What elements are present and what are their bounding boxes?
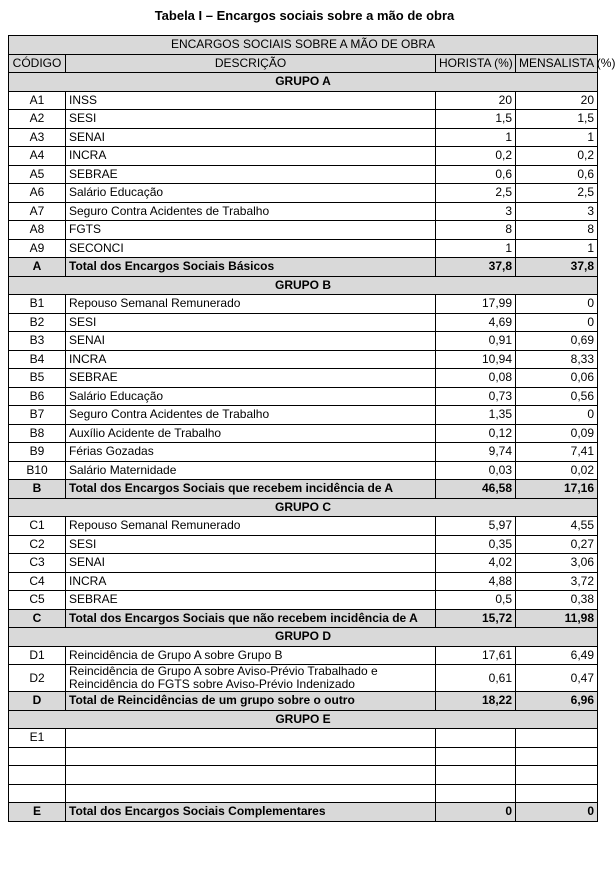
- row-code: [9, 766, 66, 785]
- row-description: Salário Educação: [66, 387, 436, 406]
- row-horista: 0,6: [436, 165, 516, 184]
- row-horista: 1,35: [436, 406, 516, 425]
- row-horista: 0,08: [436, 369, 516, 388]
- row-code: [9, 784, 66, 803]
- row-horista: [436, 729, 516, 748]
- table-row: [9, 239, 598, 258]
- group-title: GRUPO A: [9, 73, 598, 92]
- table-row: [9, 128, 598, 147]
- table-row: [9, 406, 598, 425]
- row-horista: 0,12: [436, 424, 516, 443]
- row-mensalista: 7,41: [516, 443, 598, 462]
- row-horista: 4,88: [436, 572, 516, 591]
- row-description: INCRA: [66, 350, 436, 369]
- total-horista: 18,22: [436, 692, 516, 711]
- row-horista: 0,03: [436, 461, 516, 480]
- row-code: A2: [9, 110, 66, 129]
- row-mensalista: 0,6: [516, 165, 598, 184]
- row-horista: 0,91: [436, 332, 516, 351]
- row-horista: 2,5: [436, 184, 516, 203]
- row-horista: [436, 766, 516, 785]
- row-mensalista: 20: [516, 91, 598, 110]
- row-mensalista: 0,56: [516, 387, 598, 406]
- total-mensalista: 11,98: [516, 609, 598, 628]
- table-row: [9, 443, 598, 462]
- row-mensalista: 0: [516, 295, 598, 314]
- row-mensalista: 0: [516, 406, 598, 425]
- row-mensalista: [516, 784, 598, 803]
- row-description: Auxílio Acidente de Trabalho: [66, 424, 436, 443]
- row-horista: [436, 747, 516, 766]
- table-row: [9, 387, 598, 406]
- row-description: FGTS: [66, 221, 436, 240]
- row-description: SESI: [66, 535, 436, 554]
- row-mensalista: 6,49: [516, 646, 598, 665]
- row-description: INCRA: [66, 147, 436, 166]
- total-code: C: [9, 609, 66, 628]
- table-row: [9, 424, 598, 443]
- row-mensalista: 4,55: [516, 517, 598, 536]
- row-horista: 3: [436, 202, 516, 221]
- group-header-row: [9, 628, 598, 647]
- row-description: Seguro Contra Acidentes de Trabalho: [66, 202, 436, 221]
- row-description: SEBRAE: [66, 369, 436, 388]
- row-code: A7: [9, 202, 66, 221]
- total-description: Total dos Encargos Sociais Complementares: [66, 803, 436, 822]
- table-row: [9, 747, 598, 766]
- row-horista: 1: [436, 128, 516, 147]
- group-title: GRUPO D: [9, 628, 598, 647]
- total-mensalista: 17,16: [516, 480, 598, 499]
- table-row: [9, 665, 598, 692]
- row-code: B6: [9, 387, 66, 406]
- group-title: GRUPO E: [9, 710, 598, 729]
- table-row: [9, 184, 598, 203]
- row-mensalista: 0,69: [516, 332, 598, 351]
- row-description: INSS: [66, 91, 436, 110]
- row-description: [66, 747, 436, 766]
- table-row: [9, 461, 598, 480]
- table-row: [9, 110, 598, 129]
- row-description: SESI: [66, 313, 436, 332]
- table-row: [9, 202, 598, 221]
- row-mensalista: 8: [516, 221, 598, 240]
- total-description: Total dos Encargos Sociais que recebem incidência de A: [66, 480, 436, 499]
- row-code: [9, 747, 66, 766]
- row-horista: 0,61: [436, 665, 516, 692]
- row-description: [66, 766, 436, 785]
- group-total-row: [9, 609, 598, 628]
- row-horista: 1,5: [436, 110, 516, 129]
- table-row: [9, 729, 598, 748]
- total-description: Total dos Encargos Sociais que não recebem incidência de A: [66, 609, 436, 628]
- row-code: B2: [9, 313, 66, 332]
- row-mensalista: 0: [516, 313, 598, 332]
- row-horista: 8: [436, 221, 516, 240]
- row-description: Repouso Semanal Remunerado: [66, 517, 436, 536]
- row-code: B8: [9, 424, 66, 443]
- row-mensalista: 1: [516, 128, 598, 147]
- table-row: [9, 147, 598, 166]
- row-code: A3: [9, 128, 66, 147]
- row-description: SEBRAE: [66, 165, 436, 184]
- group-header-row: [9, 710, 598, 729]
- row-horista: 5,97: [436, 517, 516, 536]
- row-description: SESI: [66, 110, 436, 129]
- row-description: Férias Gozadas: [66, 443, 436, 462]
- group-total-row: [9, 803, 598, 822]
- group-total-row: [9, 258, 598, 277]
- row-description: Reincidência de Grupo A sobre Aviso-Prévio Trabalhado e Reincidência do FGTS sobre Aviso-Prévio Indenizado: [66, 665, 436, 692]
- charges-table: [8, 35, 615, 822]
- row-code: B4: [9, 350, 66, 369]
- row-code: D1: [9, 646, 66, 665]
- header-row: [9, 54, 598, 73]
- table-row: [9, 784, 598, 803]
- total-horista: 15,72: [436, 609, 516, 628]
- row-mensalista: [516, 747, 598, 766]
- row-code: C4: [9, 572, 66, 591]
- row-mensalista: 1,5: [516, 110, 598, 129]
- table-row: [9, 535, 598, 554]
- row-mensalista: 0,38: [516, 591, 598, 610]
- total-mensalista: 6,96: [516, 692, 598, 711]
- row-description: [66, 784, 436, 803]
- row-code: C5: [9, 591, 66, 610]
- table-row: [9, 554, 598, 573]
- row-code: A1: [9, 91, 66, 110]
- row-description: SECONCI: [66, 239, 436, 258]
- table-row: [9, 165, 598, 184]
- row-description: SENAI: [66, 332, 436, 351]
- row-horista: [436, 784, 516, 803]
- row-mensalista: 3,72: [516, 572, 598, 591]
- group-total-row: [9, 480, 598, 499]
- row-mensalista: [516, 729, 598, 748]
- table-row: [9, 572, 598, 591]
- table-row: [9, 350, 598, 369]
- row-mensalista: 0,27: [516, 535, 598, 554]
- total-code: D: [9, 692, 66, 711]
- row-mensalista: 0,09: [516, 424, 598, 443]
- table-row: [9, 313, 598, 332]
- header-description: DESCRIÇÃO: [66, 54, 436, 73]
- table-row: [9, 591, 598, 610]
- row-horista: 0,35: [436, 535, 516, 554]
- row-description: SENAI: [66, 554, 436, 573]
- row-mensalista: [516, 766, 598, 785]
- table-row: [9, 766, 598, 785]
- header-horista: HORISTA (%): [436, 54, 516, 73]
- row-horista: 20: [436, 91, 516, 110]
- row-code: A9: [9, 239, 66, 258]
- table-title-row: [9, 36, 598, 55]
- table-row: [9, 221, 598, 240]
- group-total-row: [9, 692, 598, 711]
- table-caption: Tabela I – Encargos sociais sobre a mão de obra: [154, 8, 455, 23]
- group-header-row: [9, 276, 598, 295]
- row-code: C1: [9, 517, 66, 536]
- total-code: B: [9, 480, 66, 499]
- row-code: A8: [9, 221, 66, 240]
- row-code: D2: [9, 665, 66, 692]
- row-code: B9: [9, 443, 66, 462]
- row-code: A4: [9, 147, 66, 166]
- total-mensalista: 37,8: [516, 258, 598, 277]
- row-code: B10: [9, 461, 66, 480]
- header-mensalista: MENSALISTA (%): [516, 54, 598, 73]
- table-title: ENCARGOS SOCIAIS SOBRE A MÃO DE OBRA: [9, 36, 598, 55]
- row-horista: 1: [436, 239, 516, 258]
- total-horista: 46,58: [436, 480, 516, 499]
- row-horista: 17,99: [436, 295, 516, 314]
- row-horista: 9,74: [436, 443, 516, 462]
- row-horista: 17,61: [436, 646, 516, 665]
- row-horista: 0,2: [436, 147, 516, 166]
- row-mensalista: 3,06: [516, 554, 598, 573]
- row-mensalista: 0,2: [516, 147, 598, 166]
- row-description: Salário Maternidade: [66, 461, 436, 480]
- total-horista: 0: [436, 803, 516, 822]
- row-code: B1: [9, 295, 66, 314]
- row-mensalista: 3: [516, 202, 598, 221]
- row-code: C3: [9, 554, 66, 573]
- row-horista: 10,94: [436, 350, 516, 369]
- row-code: A6: [9, 184, 66, 203]
- group-header-row: [9, 73, 598, 92]
- table-row: [9, 517, 598, 536]
- row-code: C2: [9, 535, 66, 554]
- row-horista: 0,5: [436, 591, 516, 610]
- row-code: B5: [9, 369, 66, 388]
- group-title: GRUPO B: [9, 276, 598, 295]
- row-mensalista: 2,5: [516, 184, 598, 203]
- total-horista: 37,8: [436, 258, 516, 277]
- row-mensalista: 8,33: [516, 350, 598, 369]
- header-code: CÓDIGO: [9, 54, 66, 73]
- row-mensalista: 0,02: [516, 461, 598, 480]
- group-header-row: [9, 498, 598, 517]
- row-description: SENAI: [66, 128, 436, 147]
- row-horista: 0,73: [436, 387, 516, 406]
- row-code: E1: [9, 729, 66, 748]
- total-description: Total dos Encargos Sociais Básicos: [66, 258, 436, 277]
- row-code: B7: [9, 406, 66, 425]
- row-description: [66, 729, 436, 748]
- row-mensalista: 0,06: [516, 369, 598, 388]
- row-mensalista: 1: [516, 239, 598, 258]
- group-title: GRUPO C: [9, 498, 598, 517]
- row-description: INCRA: [66, 572, 436, 591]
- row-horista: 4,02: [436, 554, 516, 573]
- row-code: A5: [9, 165, 66, 184]
- row-description: SEBRAE: [66, 591, 436, 610]
- row-code: B3: [9, 332, 66, 351]
- row-description: Seguro Contra Acidentes de Trabalho: [66, 406, 436, 425]
- table-row: [9, 646, 598, 665]
- total-description: Total de Reincidências de um grupo sobre o outro: [66, 692, 436, 711]
- total-mensalista: 0: [516, 803, 598, 822]
- table-row: [9, 332, 598, 351]
- total-code: E: [9, 803, 66, 822]
- row-horista: 4,69: [436, 313, 516, 332]
- row-mensalista: 0,47: [516, 665, 598, 692]
- row-description: Salário Educação: [66, 184, 436, 203]
- table-row: [9, 369, 598, 388]
- row-description: Reincidência de Grupo A sobre Grupo B: [66, 646, 436, 665]
- table-row: [9, 91, 598, 110]
- total-code: A: [9, 258, 66, 277]
- table-row: [9, 295, 598, 314]
- row-description: Repouso Semanal Remunerado: [66, 295, 436, 314]
